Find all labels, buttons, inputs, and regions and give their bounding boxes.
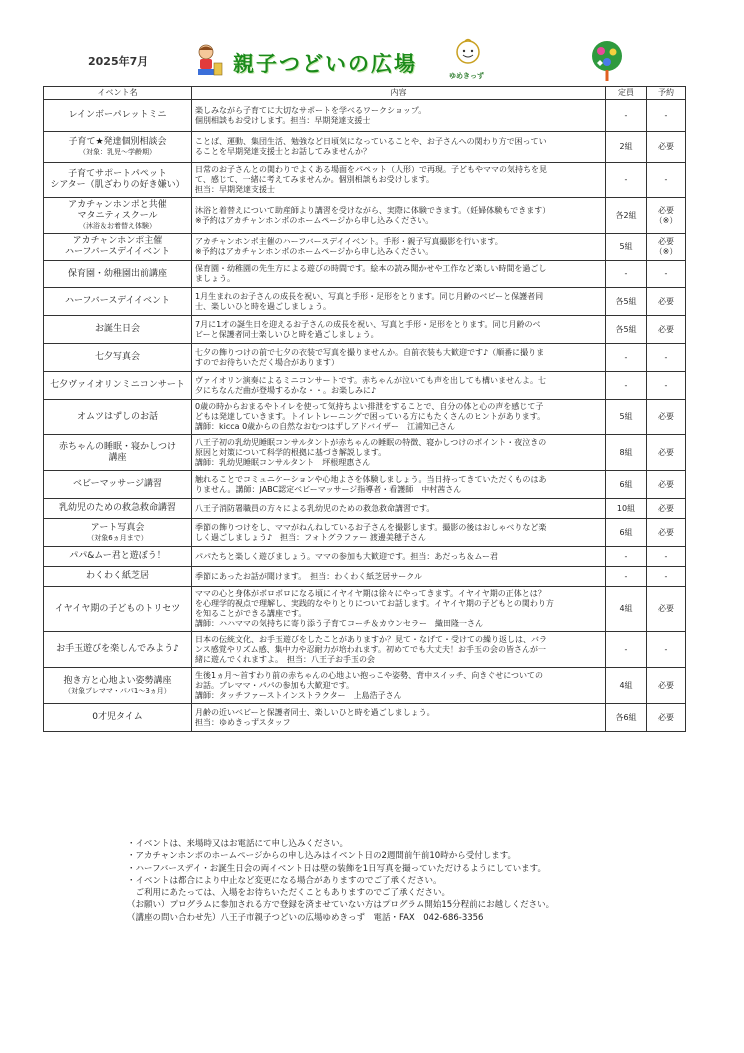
- event-capacity: 4組: [606, 668, 647, 704]
- event-reservation-line: 必要: [658, 479, 674, 489]
- event-name-line: お手玉遊びを楽しんでみよう♪: [56, 644, 179, 654]
- event-name: [44, 100, 192, 132]
- event-content: [192, 261, 606, 288]
- event-content-line: て、感じて、一緒に考えてみませんか。個別相談もお受けします。: [195, 175, 435, 184]
- event-name-line: 保育園・幼稚園出前講座: [67, 268, 167, 279]
- mascot-child-icon: [192, 43, 224, 77]
- event-content: [192, 704, 606, 732]
- table-row: [44, 547, 686, 567]
- note-line: ・ハーフバースデイ・お誕生日会の両イベント日は壁の装飾を1日写真を撮っていただけるようにしています。: [127, 863, 546, 874]
- event-reservation-line: 必要: [658, 296, 674, 306]
- event-content-line: 八王子消防署職員の方々による乳幼児のための救急救命講習です。: [195, 503, 435, 513]
- event-name-line: アート写真会: [90, 522, 145, 533]
- event-content: [192, 234, 606, 261]
- event-reservation-line: 必要: [658, 324, 674, 334]
- table-row: [44, 587, 686, 632]
- table-row: [44, 668, 686, 704]
- event-name-line: 七夕写真会: [94, 352, 140, 362]
- event-content: [192, 668, 606, 704]
- event-reservation-line: 必要: [658, 712, 674, 722]
- event-name: [44, 400, 192, 435]
- event-reservation-line: -: [664, 352, 668, 362]
- event-content-line: アカチャンホンポ主催のハーフバースデイイベント。手形・親子写真撮影を行います。: [195, 237, 503, 246]
- table-row: [44, 100, 686, 132]
- event-content-line: 保育園・幼稚園の先生方による遊びの時間です。絵本の読み聞かせや工作など楽しい時間を過ごし: [195, 264, 547, 273]
- event-capacity: 8組: [606, 435, 647, 471]
- event-capacity: -: [606, 100, 647, 132]
- table-row: [44, 344, 686, 372]
- table-row: [44, 704, 686, 732]
- column-header-event: イベント名: [44, 87, 192, 100]
- event-content: [192, 372, 606, 400]
- event-reservation: [647, 567, 686, 587]
- event-name-line: ベビーマッサージ講習: [72, 479, 163, 489]
- event-content-line: お話。プレママ・パパの参加も大歓迎です。: [195, 680, 355, 690]
- event-table-wrap: [43, 86, 685, 732]
- event-reservation: [647, 471, 686, 499]
- table-header-row: [44, 87, 686, 100]
- event-name-line: ハーフバースデイイベント: [64, 247, 171, 257]
- event-reservation: [647, 316, 686, 344]
- table-row: [44, 499, 686, 519]
- note-line: （お願い）プログラムに参加される方で登録を済ませていない方はプログラム開始15分程前にお越しください。: [127, 900, 555, 911]
- event-content: [192, 547, 606, 567]
- event-content-line: 担当：ゆめきっずスタッフ: [195, 717, 291, 727]
- table-row: [44, 435, 686, 471]
- event-reservation-line: 必要: [658, 604, 674, 613]
- event-reservation: [647, 704, 686, 732]
- event-reservation: [647, 668, 686, 704]
- event-table: [43, 86, 686, 732]
- event-content-line: 士、楽しいひと時を過ごしましょう。: [195, 301, 331, 311]
- event-capacity: -: [606, 372, 647, 400]
- event-capacity: 各5組: [606, 288, 647, 316]
- table-row: [44, 288, 686, 316]
- uchiwa-fan-icon: [586, 38, 628, 82]
- event-reservation: [647, 547, 686, 567]
- event-content: [192, 132, 606, 163]
- event-name: [44, 668, 192, 704]
- event-name-line: パパ&ムー君と遊ぼう！: [69, 551, 166, 561]
- event-content: [192, 344, 606, 372]
- event-content-line: ※予約はアカチャンホンポのホームページから申し込みください。: [195, 247, 434, 256]
- month-label: 2025年7月: [88, 55, 149, 68]
- page-header: [0, 0, 744, 86]
- event-reservation: [647, 632, 686, 668]
- event-name-line: お誕生日会: [94, 324, 140, 334]
- note-line: ・イベントは都合により中止など変更になる場合がありますのでご了承ください。: [127, 875, 442, 886]
- event-reservation-line: （※）: [654, 247, 678, 256]
- event-reservation-line: 必要: [658, 503, 674, 513]
- table-row: [44, 163, 686, 198]
- event-name-line: 抱き方と心地よい姿勢講座: [63, 675, 172, 686]
- event-content-line: ヴァイオリン演奏によるミニコンサートです。赤ちゃんが泣いても声を出しても構いませんよ。七: [195, 375, 547, 385]
- event-name: [44, 587, 192, 632]
- table-row: [44, 567, 686, 587]
- event-content-line: 季節の飾りつけをし、ママがねんねしているお子さんを撮影します。撮影の後はおしゃべりなど楽: [195, 522, 547, 532]
- event-content: [192, 316, 606, 344]
- event-content-line: 講師：タッチファーストインストラクター 上島浩子さん: [195, 690, 402, 700]
- event-reservation: [647, 519, 686, 547]
- event-name: [44, 632, 192, 668]
- event-reservation-line: 必要: [658, 447, 674, 457]
- event-reservation: [647, 261, 686, 288]
- event-content-line: 楽しみながら子育てに大切なサポートを学べるワークショップ。: [195, 105, 427, 115]
- event-reservation-line: -: [664, 644, 668, 654]
- event-target-note: （対象プレママ・パパ1～3ヵ月）: [64, 686, 171, 695]
- event-content-line: 担当：早期発達支援士: [195, 185, 275, 194]
- yumekids-logo-icon: [448, 38, 488, 74]
- notes-section: [127, 838, 687, 924]
- event-name: [44, 567, 192, 587]
- event-content-line: ましょう。: [195, 274, 235, 283]
- event-content-line: ンス感覚やリズム感、集中力や忍耐力が培われます。初めてでも大丈夫！お手玉の会の皆さんが一: [195, 644, 546, 654]
- event-capacity: 各5組: [606, 316, 647, 344]
- event-capacity: 10組: [606, 499, 647, 519]
- table-row: [44, 519, 686, 547]
- event-target-note: （対象6ヵ月まで）: [87, 533, 148, 542]
- table-row: [44, 132, 686, 163]
- event-content-line: しく過ごしましょう♪ 担当：フォトグラファー 渡邊美穂子さん: [195, 532, 426, 542]
- event-content-line: りません。講師：JABC認定ベビーマッサージ指導者・看護師 中村茜さん: [195, 484, 462, 494]
- event-reservation-line: -: [664, 175, 668, 184]
- event-reservation-line: 必要: [658, 527, 674, 537]
- event-reservation-line: 必要: [658, 412, 674, 421]
- note-line: （講座の問い合わせ先）八王子市親子つどいの広場ゆめきっず 電話・FAX 042-686-3356: [127, 912, 484, 923]
- event-reservation-line: 必要: [658, 680, 674, 690]
- event-content-line: パパたちと楽しく遊びましょう。ママの参加も大歓迎です。担当：あだっち＆ムー君: [195, 551, 498, 561]
- event-name: [44, 288, 192, 316]
- event-target-note: （対象：乳児～学齢期）: [79, 148, 156, 156]
- event-content-line: を知ることができる講座です。: [195, 609, 307, 618]
- event-content-line: 日常のお子さんとの関わりでよくある場面をパペット（人形）で再現。子どもやママの気持ちを見: [195, 165, 547, 174]
- event-content-line: 講師：乳幼児睡眠コンサルタント 坪根理惠さん: [195, 457, 371, 467]
- event-content: [192, 587, 606, 632]
- event-reservation: [647, 344, 686, 372]
- event-name: [44, 316, 192, 344]
- event-capacity: -: [606, 632, 647, 668]
- event-name-line: レインボーパレットミニ: [68, 110, 167, 120]
- event-reservation: [647, 100, 686, 132]
- event-capacity: -: [606, 547, 647, 567]
- event-content-line: 生後1ヵ月～首すわり前の赤ちゃんの心地よい抱っこや姿勢、背中スイッチ、向きぐせについての: [195, 670, 544, 680]
- table-row: [44, 372, 686, 400]
- event-reservation-line: -: [664, 380, 668, 390]
- event-content: [192, 288, 606, 316]
- event-capacity: 5組: [606, 234, 647, 261]
- event-reservation-line: -: [664, 571, 668, 581]
- table-row: [44, 471, 686, 499]
- event-reservation-line: -: [664, 551, 668, 561]
- event-capacity: -: [606, 344, 647, 372]
- event-name: [44, 163, 192, 198]
- logo-text: ゆめきっず: [449, 72, 484, 80]
- event-name: [44, 519, 192, 547]
- table-row: [44, 198, 686, 234]
- event-name-line: 講座: [108, 452, 127, 463]
- event-content-line: ることを早期発達支援士とお話してみませんか？: [195, 147, 371, 156]
- column-header-reservation: 予約: [647, 87, 686, 100]
- event-content: [192, 198, 606, 234]
- event-name: [44, 547, 192, 567]
- event-name-line: 七夕ヴァイオリンミニコンサート: [50, 380, 185, 390]
- event-capacity: -: [606, 261, 647, 288]
- event-content-line: 1月生まれのお子さんの成長を祝い、写真と手形・足形をとります。同じ月齢のベビーと保護者同: [195, 291, 544, 301]
- event-reservation: [647, 372, 686, 400]
- event-name-line: 0才児タイム: [92, 712, 143, 722]
- event-reservation-line: 必要: [658, 237, 674, 246]
- event-content-line: すのでお待ちいただく場合があります）: [195, 357, 339, 367]
- event-name: [44, 234, 192, 261]
- event-capacity: 6組: [606, 471, 647, 499]
- event-name-line: 子育て★発達個別相談会: [68, 137, 167, 147]
- event-content: [192, 163, 606, 198]
- page-title: 親子つどいの広場: [233, 52, 417, 76]
- event-capacity: 各2組: [606, 198, 647, 234]
- event-reservation: [647, 198, 686, 234]
- event-capacity: 5組: [606, 400, 647, 435]
- event-content-line: を心理学的視点で理解し、実践的なやりとりについてお話します。イヤイヤ期の子どもとの関わり方: [195, 599, 554, 608]
- note-line: ご利用にあたっては、入場をお待ちいただくこともありますのでご了承ください。: [127, 888, 451, 899]
- note-line: ・イベントは、来場時又はお電話にて申し込みください。: [127, 839, 349, 849]
- table-row: [44, 632, 686, 668]
- event-name: [44, 261, 192, 288]
- event-content-line: 触れることでコミュニケーションや心地よさを体験しましょう。当日持ってきていただくものはあ: [195, 474, 547, 484]
- event-reservation-line: 必要: [658, 205, 674, 215]
- event-content-line: どもは発達していきます。トイレトレーニングで困っている方にもたくさんのヒントがあります。: [195, 412, 546, 421]
- column-header-capacity: 定員: [606, 87, 647, 100]
- event-reservation: [647, 288, 686, 316]
- event-content-line: 季節にあったお話が聞けます。 担当：わくわく紙芝居サークル: [195, 571, 423, 581]
- event-name-line: アカチャンホンポ主催: [72, 236, 163, 246]
- event-content: [192, 400, 606, 435]
- event-name: [44, 704, 192, 732]
- event-capacity: -: [606, 163, 647, 198]
- event-content: [192, 100, 606, 132]
- event-name-line: ハーフバースデイイベント: [64, 296, 171, 306]
- event-reservation: [647, 400, 686, 435]
- table-row: [44, 261, 686, 288]
- event-reservation: [647, 163, 686, 198]
- event-reservation: [647, 587, 686, 632]
- event-target-note: （沐浴＆お着替え体験）: [79, 222, 156, 230]
- event-capacity: -: [606, 567, 647, 587]
- event-content: [192, 567, 606, 587]
- column-header-content: 内容: [192, 87, 606, 100]
- event-content-line: 八王子初の乳幼児睡眠コンサルタントが赤ちゃんの睡眠の特徴、寝かしつけのポイント・夜泣きの: [195, 437, 547, 447]
- event-name-line: わくわく紙芝居: [85, 571, 149, 581]
- event-content-line: 日本の伝統文化、お手玉遊びをしたことがありますか？見て・なげて・受けての繰り返しは、バラ: [195, 634, 547, 644]
- event-content: [192, 499, 606, 519]
- event-name: [44, 372, 192, 400]
- event-name-line: オムツはずしのお話: [76, 411, 158, 422]
- event-content-line: 個別相談もお受けします。担当：早期発達支援士: [195, 115, 371, 125]
- event-name-line: 子育てサポートパペット: [68, 169, 167, 179]
- event-reservation-line: -: [664, 269, 668, 278]
- event-content-line: ことば、運動、集団生活、勉強など日頃気になっていることや、お子さんへの関わり方で困ってい: [195, 137, 547, 146]
- event-name-line: シアター（肌ざわりの好き嫌い）: [50, 180, 185, 190]
- event-name: [44, 435, 192, 471]
- table-row: [44, 316, 686, 344]
- event-content-line: 七夕の飾りつけの前で七夕の衣装で写真を撮りませんか。自前衣装も大歓迎です♪（順番に撮りま: [195, 347, 545, 357]
- event-capacity: 2組: [606, 132, 647, 163]
- event-content: [192, 632, 606, 668]
- table-row: [44, 234, 686, 261]
- event-name: [44, 132, 192, 163]
- event-content: [192, 435, 606, 471]
- event-content-line: 0歳の時からおまるやトイレを使って気持ちよい排泄をすることで、自分の体と心の声を感じて子: [195, 402, 544, 411]
- event-content-line: 緒に遊んでくれますよ。 担当：八王子お手玉の会: [195, 654, 375, 664]
- event-content-line: ママの心と身体がボロボロになる頃にイヤイヤ期は徐々にやってきます。イヤイヤ期の正体とは？: [195, 589, 546, 598]
- event-reservation: [647, 234, 686, 261]
- event-reservation-line: 必要: [658, 142, 674, 151]
- event-content-line: 月齢の近いベビーと保護者同士、楽しいひと時を過ごしましょう。: [195, 707, 435, 717]
- event-content-line: 講師：ハハママの気持ちに寄り添う子育てコーチ＆カウンセラー 織田隆一さん: [195, 619, 483, 628]
- event-content-line: 原因と対策について科学的根拠に基づき解説します。: [195, 447, 387, 457]
- event-capacity: 各6組: [606, 704, 647, 732]
- event-content-line: ※予約はアカチャンホンポのホームページから申し込みください。: [195, 215, 434, 225]
- event-name: [44, 344, 192, 372]
- event-reservation: [647, 132, 686, 163]
- event-name-line: アカチャンホンポと共催: [68, 200, 167, 210]
- event-name-line: 赤ちゃんの睡眠・寝かしつけ: [58, 441, 176, 452]
- event-name-line: 乳幼児のための救急救命講習: [58, 503, 176, 513]
- event-content-line: 沐浴と着替えについて助産師より講習を受けながら、実際に体験できます。（妊婦体験もできます）: [195, 205, 551, 215]
- event-content-line: 夕にちなんだ曲が登場するかな・・。お楽しみに♪: [195, 385, 377, 395]
- event-reservation-line: -: [664, 110, 668, 120]
- event-capacity: 4組: [606, 587, 647, 632]
- event-content-line: ビーと保護者同士楽しいひと時を過ごしましょう。: [195, 329, 379, 339]
- note-line: ・アカチャンホンポのホームページからの申し込みはイベント日の2週間前午前10時から受付します。: [127, 851, 517, 862]
- event-content: [192, 519, 606, 547]
- event-name: [44, 471, 192, 499]
- event-name-line: マタニティスクール: [77, 211, 158, 221]
- table-row: [44, 400, 686, 435]
- event-capacity: 6組: [606, 519, 647, 547]
- event-name-line: イヤイヤ期の子どものトリセツ: [54, 603, 181, 614]
- event-name: [44, 499, 192, 519]
- event-name: [44, 198, 192, 234]
- event-content-line: 7月に1才の誕生日を迎えるお子さんの成長を祝い、写真と手形・足形をとります。同じ月齢のベ: [195, 319, 541, 329]
- event-content: [192, 471, 606, 499]
- event-reservation: [647, 435, 686, 471]
- event-reservation: [647, 499, 686, 519]
- event-reservation-line: （※）: [654, 215, 678, 225]
- event-content-line: 講師：kicca 0歳からの自然なおむつはずしアドバイザー 江浦知己さん: [195, 422, 456, 431]
